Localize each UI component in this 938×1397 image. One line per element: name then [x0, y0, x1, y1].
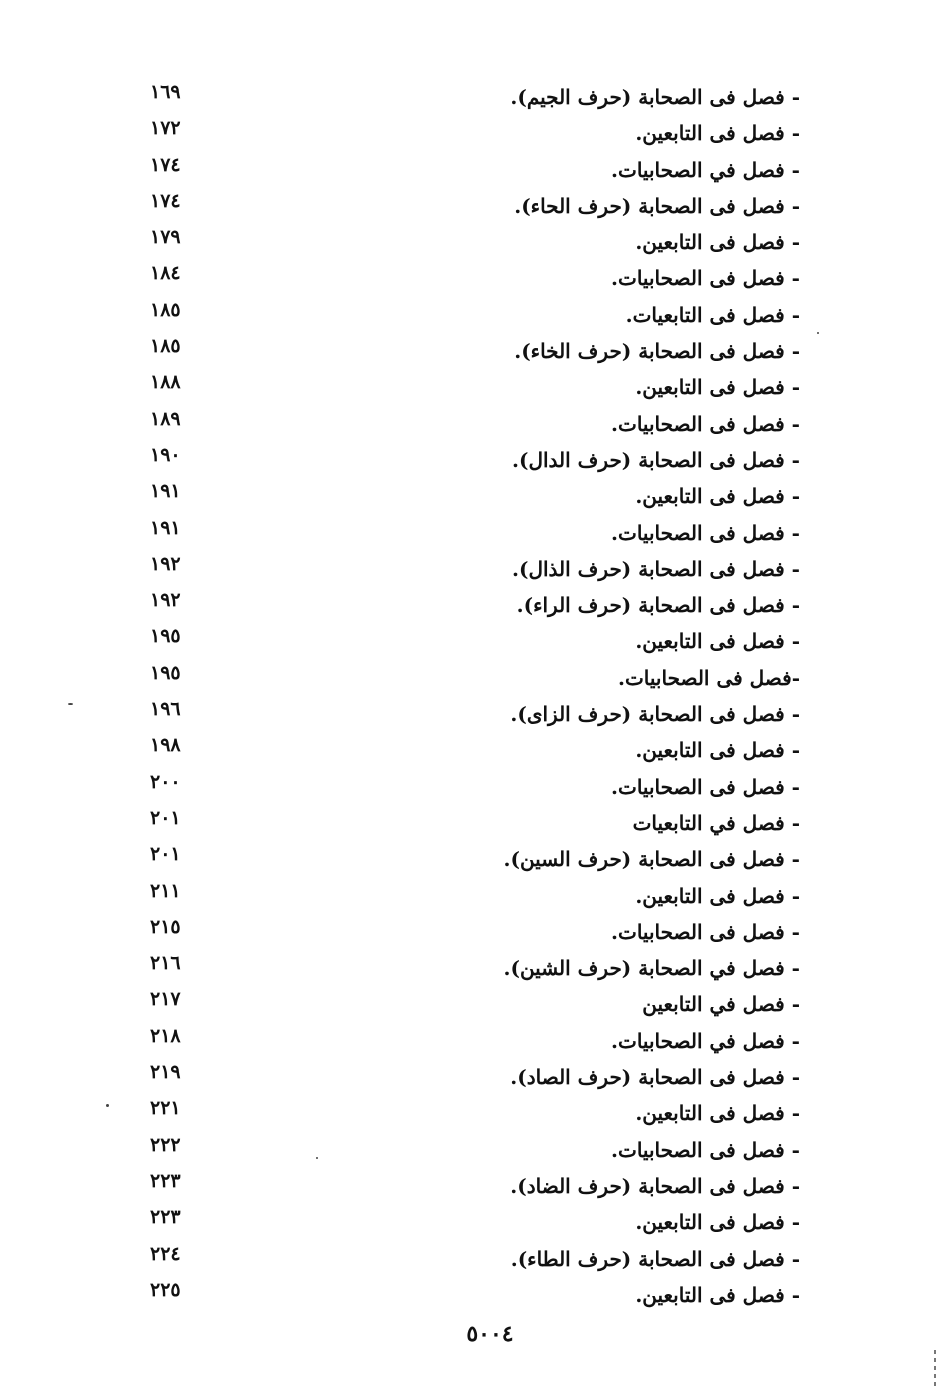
page-number: ٥٠٠٤ [466, 1321, 514, 1347]
toc-entry-title: - فصل فى التابعين. [635, 883, 800, 908]
toc-entry-title: - فصل فى التابعين. [635, 629, 800, 654]
toc-entry-page: ١٨٨ [150, 371, 181, 394]
toc-entry-title: - فصل فى الصحابة (حرف الضاد). [510, 1173, 800, 1198]
toc-entry [120, 770, 800, 806]
toc-entry-page: ١٨٥ [150, 298, 181, 321]
toc-entry [120, 951, 800, 987]
toc-entry-page: ١٩٢ [150, 552, 181, 575]
scan-speck [68, 703, 73, 705]
toc-entry-page: ٢٠١ [150, 806, 181, 829]
toc-entry [120, 516, 800, 552]
toc-entry-title: - فصل فى الصحابة (حرف الذال). [512, 556, 800, 581]
table-of-contents [120, 80, 800, 1314]
toc-entry [120, 443, 800, 479]
toc-entry [120, 1205, 800, 1241]
toc-entry-page: ١٧٤ [150, 189, 181, 212]
toc-entry-page: ١٩٠ [150, 443, 181, 466]
toc-entry-title: - فصل فى الصحابة (حرف الزاى). [510, 702, 800, 727]
toc-entry [120, 588, 800, 624]
toc-entry-title: - فصل فى التابعين. [635, 484, 800, 509]
toc-entry [120, 1024, 800, 1060]
toc-entry-page: ١٩١ [150, 516, 181, 539]
toc-entry-page: ٢١٨ [150, 1024, 181, 1047]
toc-entry-page: ٢٢٣ [150, 1206, 181, 1229]
toc-entry-page: ٢٢٢ [150, 1133, 181, 1156]
toc-entry [120, 1133, 800, 1169]
toc-entry-page: ١٧٤ [150, 153, 181, 176]
toc-entry-page: ١٩٥ [150, 625, 181, 648]
toc-entry-title: - فصل فى الصحابيات. [611, 411, 800, 436]
toc-entry-title: - فصل في الصحابة (حرف الشين). [503, 956, 800, 981]
toc-entry [120, 1169, 800, 1205]
toc-entry-page: ١٨٤ [150, 262, 181, 285]
toc-entry-title: - فصل فى التابعين. [635, 230, 800, 255]
toc-entry [120, 1242, 800, 1278]
toc-entry-page: ١٨٥ [150, 335, 181, 358]
toc-entry-page: ٢٢٤ [150, 1242, 181, 1265]
toc-entry-page: ١٩٦ [150, 698, 181, 721]
toc-entry [120, 879, 800, 915]
toc-entry-title: - فصل فى التابعين. [635, 1282, 800, 1307]
toc-entry [120, 697, 800, 733]
toc-entry-page: ١٩١ [150, 480, 181, 503]
toc-entry-title: - فصل فى التابعين. [635, 738, 800, 763]
toc-entry-page: ١٧٩ [150, 226, 181, 249]
toc-entry [120, 261, 800, 297]
toc-entry-title: - فصل فى التابعين. [635, 375, 800, 400]
toc-entry [120, 407, 800, 443]
toc-entry-title: - فصل فى الصحابة (حرف السين). [503, 847, 800, 872]
toc-entry-title: - فصل فى الصحابيات. [611, 774, 800, 799]
toc-entry [120, 1096, 800, 1132]
toc-entry-page: ٢١٥ [150, 915, 181, 938]
toc-entry-title: - فصل فى الصحابة (حرف الصاد). [510, 1065, 800, 1090]
toc-entry [120, 189, 800, 225]
toc-entry-title: - فصل فى الصحابيات. [611, 266, 800, 291]
toc-entry-title: - فصل فى التابعيات. [625, 302, 800, 327]
toc-entry [120, 733, 800, 769]
toc-entry [120, 1060, 800, 1096]
toc-entry-title: - فصل فى الصحابة (حرف الجيم). [510, 85, 800, 109]
toc-entry-page: ١٧٢ [150, 117, 181, 140]
toc-entry [120, 80, 800, 116]
toc-entry-page: ٢١٩ [150, 1061, 181, 1084]
toc-entry-title: - فصل فى التابعين. [635, 121, 800, 146]
toc-entry-page: ٢١٧ [150, 988, 181, 1011]
toc-entry-title: - فصل في التابعين [642, 992, 800, 1017]
toc-entry-page: ٢٠٠ [150, 770, 181, 793]
toc-entry-title: - فصل في الصحابيات. [611, 157, 800, 182]
toc-entry [120, 334, 800, 370]
scan-speck [316, 1157, 318, 1159]
toc-entry-title: - فصل فى الصحابة (حرف الدال). [512, 447, 800, 472]
toc-entry-page: ٢١٦ [150, 952, 181, 975]
toc-entry-page: ١٩٢ [150, 589, 181, 612]
toc-entry [120, 298, 800, 334]
toc-entry-page: ٢٢٥ [150, 1278, 181, 1301]
toc-entry-page: ٢٠١ [150, 843, 181, 866]
toc-entry [120, 225, 800, 261]
toc-entry [120, 116, 800, 152]
toc-entry [120, 153, 800, 189]
toc-entry-page: ٢٢٣ [150, 1169, 181, 1192]
toc-entry [120, 806, 800, 842]
toc-entry-title: - فصل فى التابعين. [635, 1210, 800, 1235]
toc-entry-title: - فصل فى الصحابة (حرف الخاء). [514, 339, 800, 364]
toc-entry-page: ٢٢١ [150, 1097, 181, 1120]
toc-entry-title: - فصل فى الصحابة (حرف الراء). [516, 593, 800, 618]
toc-entry [120, 370, 800, 406]
scan-speck [817, 332, 819, 334]
toc-entry-title: - فصل في الصحابيات. [611, 1028, 800, 1053]
toc-entry-title: - فصل فى الصحابيات. [611, 520, 800, 545]
toc-entry-title: - فصل فى الصحابة (حرف الحاء). [514, 193, 800, 218]
toc-entry-page: ٢١١ [150, 879, 181, 902]
toc-entry-title: - فصل فى الصحابة (حرف الطاء). [510, 1246, 800, 1271]
toc-entry [120, 987, 800, 1023]
toc-entry [120, 552, 800, 588]
toc-entry-title: -فصل فى الصحابيات. [618, 665, 800, 690]
scan-edge-mark [934, 1350, 936, 1390]
toc-entry-title: - فصل في التابعيات [632, 810, 800, 835]
toc-entry [120, 661, 800, 697]
scan-speck [106, 1104, 109, 1107]
toc-entry [120, 915, 800, 951]
toc-entry-page: ١٨٩ [150, 407, 181, 430]
toc-entry-page: ١٩٨ [150, 734, 181, 757]
toc-entry-title: - فصل فى التابعين. [635, 1101, 800, 1126]
toc-entry [120, 1278, 800, 1314]
toc-entry-title: - فصل فى الصحابيات. [611, 1137, 800, 1162]
toc-entry-page: ١٩٥ [150, 661, 181, 684]
toc-entry [120, 624, 800, 660]
toc-entry-title: - فصل فى الصحابيات. [611, 919, 800, 944]
toc-entry [120, 479, 800, 515]
toc-entry [120, 842, 800, 878]
toc-entry-page: ١٦٩ [150, 81, 181, 103]
